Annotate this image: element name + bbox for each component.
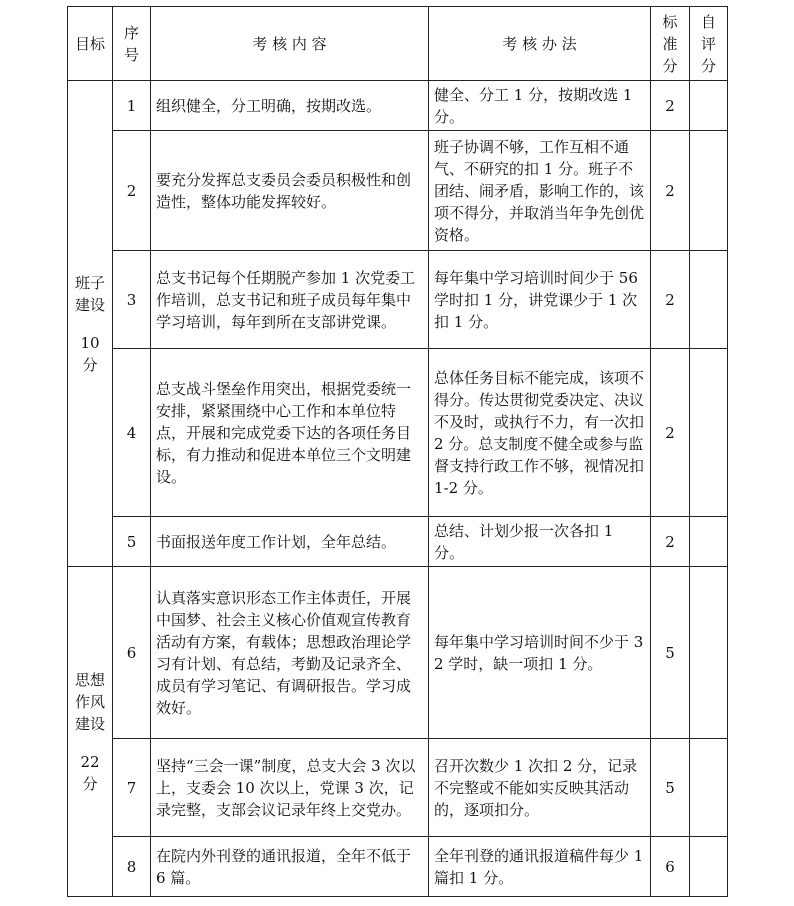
row-method: 班子协调不够，工作互相不通气、不研究的扣 1 分。班子不团结、闹矛盾，影响工作的，该项不得分，并取消当年争先创优资格。 (429, 131, 651, 251)
table-row (68, 349, 728, 517)
row-number: 4 (113, 349, 151, 517)
row-number: 6 (113, 567, 151, 739)
row-content: 组织健全，分工明确，按期改选。 (151, 81, 429, 131)
table-row (68, 251, 728, 349)
row-self-score[interactable] (690, 567, 728, 739)
row-content: 总支战斗堡垒作用突出，根据党委统一安排，紧紧围绕中心工作和本单位特点，开展和完成党委下达的各项任务目标，有力推动和促进本单位三个文明建设。 (151, 349, 429, 517)
row-number: 8 (113, 837, 151, 897)
row-number: 1 (113, 81, 151, 131)
assessment-table (67, 6, 728, 897)
header-content: 考 核 内 容 (151, 7, 429, 81)
goal-title: 班子建设 (74, 273, 105, 314)
goal-cell-ideology (68, 567, 113, 897)
row-self-score[interactable] (690, 517, 728, 567)
row-method: 召开次数少 1 次扣 2 分，记录不完整或不能如实反映其活动的，逐项扣分。 (429, 739, 651, 837)
row-standard-score: 5 (651, 739, 690, 837)
row-standard-score: 2 (651, 131, 690, 251)
row-method: 总结、计划少报一次各扣 1 分。 (429, 517, 651, 567)
row-content: 书面报送年度工作计划，全年总结。 (151, 517, 429, 567)
row-method: 总体任务目标不能完成，该项不得分。传达贯彻党委决定、决议不及时，或执行不力，有一次扣 2 分。总支制度不健全或参与监督支持行政工作不够，视情况扣 1-2 分。 (429, 349, 651, 517)
row-method: 每年集中学习培训时间少于 56 学时扣 1 分，讲党课少于 1 次扣 1 分。 (429, 251, 651, 349)
table-row (68, 567, 728, 739)
row-content: 坚持“三会一课”制度，总支大会 3 次以上，支委会 10 次以上，党课 3 次，记录完整，支部会议记录年终上交党办。 (151, 739, 429, 837)
table-row (68, 739, 728, 837)
goal-score: 10分 (80, 333, 100, 374)
row-self-score[interactable] (690, 837, 728, 897)
row-number: 2 (113, 131, 151, 251)
goal-cell-team (68, 81, 113, 567)
table-row (68, 131, 728, 251)
row-number: 3 (113, 251, 151, 349)
row-standard-score: 2 (651, 81, 690, 131)
row-number: 7 (113, 739, 151, 837)
row-self-score[interactable] (690, 81, 728, 131)
goal-score: 22分 (80, 752, 100, 793)
header-no: 序号 (113, 7, 151, 81)
table-row (68, 837, 728, 897)
table-row (68, 81, 728, 131)
row-method: 每年集中学习培训时间不少于 32 学时，缺一项扣 1 分。 (429, 567, 651, 739)
header-goal: 目标 (68, 7, 113, 81)
row-content: 在院内外刊登的通讯报道，全年不低于 6 篇。 (151, 837, 429, 897)
header-standard: 标准分 (651, 7, 690, 81)
row-standard-score: 5 (651, 567, 690, 739)
row-method: 全年刊登的通讯报道稿件每少 1 篇扣 1 分。 (429, 837, 651, 897)
row-self-score[interactable] (690, 739, 728, 837)
header-row (68, 7, 728, 81)
header-self: 自评分 (690, 7, 728, 81)
row-number: 5 (113, 517, 151, 567)
row-standard-score: 2 (651, 517, 690, 567)
row-standard-score: 6 (651, 837, 690, 897)
row-standard-score: 2 (651, 251, 690, 349)
row-content: 总支书记每个任期脱产参加 1 次党委工作培训，总支书记和班子成员每年集中学习培训，每年到所在支部讲党课。 (151, 251, 429, 349)
row-self-score[interactable] (690, 131, 728, 251)
row-content: 认真落实意识形态工作主体责任，开展中国梦、社会主义核心价值观宣传教育活动有方案，有载体；思想政治理论学习有计划、有总结，考勤及记录齐全、成员有学习笔记、有调研报告。学习成效好。 (151, 567, 429, 739)
header-method: 考 核 办 法 (429, 7, 651, 81)
goal-title: 思想作风建设 (74, 670, 105, 733)
row-content: 要充分发挥总支委员会委员积极性和创造性，整体功能发挥较好。 (151, 131, 429, 251)
row-standard-score: 2 (651, 349, 690, 517)
row-self-score[interactable] (690, 349, 728, 517)
table-row (68, 517, 728, 567)
row-method: 健全、分工 1 分，按期改选 1 分。 (429, 81, 651, 131)
row-self-score[interactable] (690, 251, 728, 349)
